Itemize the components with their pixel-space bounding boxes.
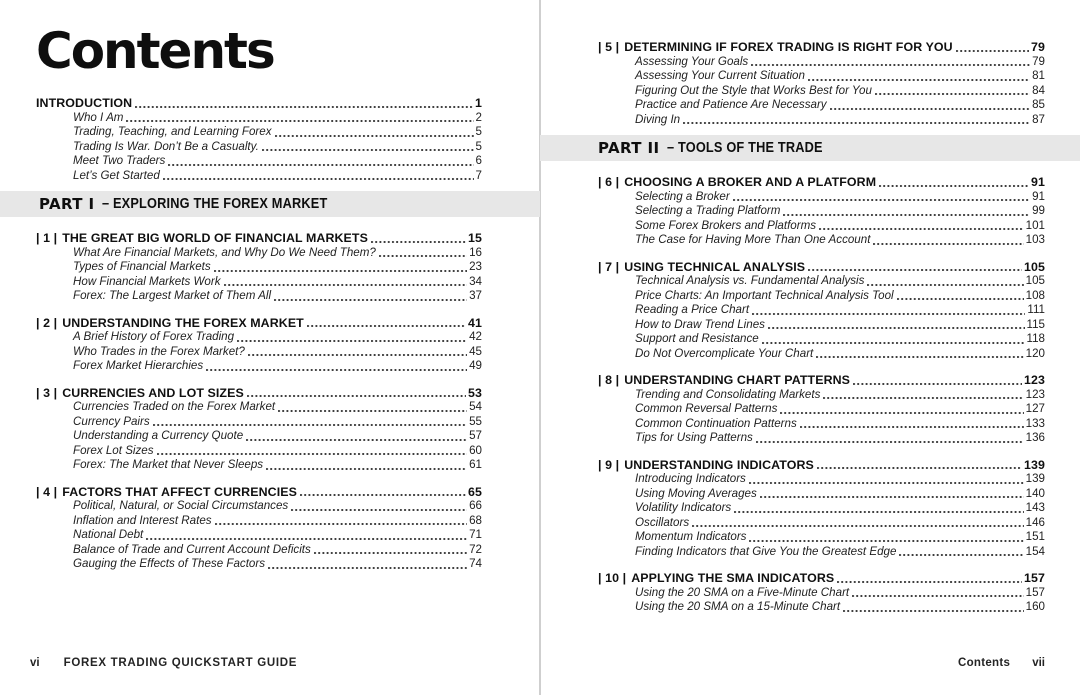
toc-chapter-block bbox=[36, 316, 482, 374]
left-folio-page-number: vi bbox=[30, 657, 40, 669]
sub-entry-title: Figuring Out the Style that Works Best for You bbox=[635, 83, 872, 97]
toc-sub-entry bbox=[36, 154, 482, 169]
dot-leader bbox=[307, 325, 466, 327]
left-running-title: FOREX TRADING QUICKSTART GUIDE bbox=[63, 657, 298, 669]
sub-entry-title: Forex Market Hierarchies bbox=[73, 359, 204, 372]
sub-entry-page-number: 127 bbox=[1025, 402, 1045, 415]
toc-chapter-block bbox=[36, 386, 482, 473]
sub-entry-title: Balance of Trade and Current Account Deficits bbox=[73, 542, 311, 556]
sub-entry-title: Let’s Get Started bbox=[73, 168, 160, 182]
chapter-title: USING TECHNICAL ANALYSIS bbox=[624, 259, 806, 274]
toc-chapter-block bbox=[36, 485, 482, 572]
chapter-page-number: 105 bbox=[1024, 259, 1045, 274]
sub-entry-page-number: 2 bbox=[475, 110, 482, 124]
sub-entry-page-number: 120 bbox=[1025, 346, 1045, 360]
sub-entry-page-number: 81 bbox=[1032, 69, 1045, 82]
toc-chapter-entry bbox=[598, 571, 1045, 586]
sub-entry-title: Selecting a Broker bbox=[635, 189, 730, 203]
dot-leader bbox=[956, 50, 1029, 52]
toc-chapter-block bbox=[36, 96, 482, 183]
chapter-page-number: 123 bbox=[1024, 373, 1045, 387]
toc-chapter-entry bbox=[36, 485, 482, 500]
sub-entry-title: Reading a Price Chart bbox=[635, 303, 750, 316]
sub-entry-title: Gauging the Effects of These Factors bbox=[73, 557, 266, 570]
sub-entry-title: Forex Lot Sizes bbox=[73, 443, 154, 457]
sub-entry-page-number: 99 bbox=[1032, 204, 1045, 217]
toc-sub-entry bbox=[598, 516, 1045, 531]
sub-entry-title: Momentum Indicators bbox=[635, 530, 747, 543]
toc-sub-entry bbox=[598, 84, 1045, 99]
toc-chapter-entry bbox=[36, 231, 482, 246]
sub-entry-page-number: 16 bbox=[469, 245, 482, 259]
dot-leader bbox=[800, 426, 1024, 428]
dot-leader bbox=[768, 327, 1025, 329]
dot-leader bbox=[760, 496, 1024, 498]
dot-leader bbox=[751, 64, 1030, 66]
dot-leader bbox=[899, 554, 1023, 556]
toc-sub-entry bbox=[36, 499, 482, 514]
sub-entry-page-number: 45 bbox=[469, 344, 482, 358]
toc-sub-entry bbox=[598, 530, 1045, 545]
sub-entry-title: Selecting a Trading Platform bbox=[635, 204, 781, 217]
sub-entry-title: Tips for Using Patterns bbox=[635, 431, 753, 444]
toc-sub-entry bbox=[598, 586, 1045, 601]
toc-sub-entry bbox=[598, 600, 1045, 615]
chapter-title: CURRENCIES AND LOT SIZES bbox=[62, 385, 244, 400]
dot-leader bbox=[248, 354, 467, 356]
chapter-subsections bbox=[36, 330, 482, 374]
sub-entry-page-number: 6 bbox=[475, 154, 482, 167]
toc-chapter-entry bbox=[598, 175, 1045, 190]
dot-leader bbox=[126, 120, 473, 122]
dot-leader bbox=[246, 439, 467, 441]
sub-entry-title: National Debt bbox=[73, 528, 144, 541]
dot-leader bbox=[157, 453, 468, 455]
toc-chapter-block bbox=[598, 571, 1045, 615]
dot-leader bbox=[291, 509, 467, 511]
dot-leader bbox=[867, 284, 1023, 286]
chapter-title: UNDERSTANDING THE FOREX MARKET bbox=[62, 315, 304, 330]
dot-leader bbox=[816, 356, 1023, 358]
toc-sub-entry bbox=[36, 275, 482, 290]
sub-entry-page-number: 133 bbox=[1025, 416, 1045, 430]
dot-leader bbox=[300, 494, 466, 496]
chapter-page-number: 65 bbox=[468, 484, 482, 499]
sub-entry-page-number: 111 bbox=[1027, 303, 1045, 316]
sub-entry-page-number: 103 bbox=[1025, 233, 1045, 246]
toc-sub-entry bbox=[36, 514, 482, 529]
chapter-number-label: | 4 | bbox=[36, 484, 58, 499]
toc-sub-entry bbox=[598, 318, 1045, 333]
sub-entry-title: Support and Resistance bbox=[635, 332, 759, 345]
dot-leader bbox=[808, 269, 1022, 271]
dot-leader bbox=[752, 313, 1025, 315]
sub-entry-page-number: 154 bbox=[1025, 544, 1045, 558]
toc-sub-entry bbox=[598, 332, 1045, 347]
dot-leader bbox=[852, 595, 1024, 597]
sub-entry-title: Introducing Indicators bbox=[635, 472, 746, 485]
toc-sub-entry bbox=[598, 472, 1045, 487]
dot-leader bbox=[168, 164, 473, 166]
dot-leader bbox=[830, 108, 1030, 110]
sub-entry-page-number: 123 bbox=[1025, 387, 1045, 401]
sub-entry-page-number: 118 bbox=[1026, 332, 1045, 345]
dot-leader bbox=[135, 106, 473, 108]
sub-entry-title: Who Trades in the Forex Market? bbox=[73, 344, 245, 358]
left-page-footer bbox=[30, 657, 297, 669]
sub-entry-title: Oscillators bbox=[635, 515, 690, 529]
toc-sub-entry bbox=[36, 125, 482, 140]
chapter-subsections bbox=[598, 274, 1045, 361]
toc-right-column bbox=[598, 40, 1045, 615]
chapter-page-number: 15 bbox=[468, 231, 482, 245]
dot-leader bbox=[278, 410, 467, 412]
dot-leader bbox=[837, 581, 1022, 583]
sub-entry-page-number: 139 bbox=[1025, 472, 1045, 485]
chapter-title: UNDERSTANDING INDICATORS bbox=[624, 457, 814, 472]
dot-leader bbox=[897, 298, 1024, 300]
sub-entry-page-number: 71 bbox=[469, 528, 482, 541]
sub-entry-title: Trading Is War. Don’t Be a Casualty. bbox=[73, 139, 259, 153]
sub-entry-page-number: 140 bbox=[1025, 486, 1045, 500]
sub-entry-title: Currencies Traded on the Forex Market bbox=[73, 400, 276, 413]
dot-leader bbox=[879, 185, 1029, 187]
toc-chapter-block bbox=[598, 373, 1045, 446]
chapter-title: INTRODUCTION bbox=[36, 96, 133, 110]
chapter-number-label: | 5 | bbox=[598, 40, 620, 54]
sub-entry-page-number: 115 bbox=[1026, 317, 1045, 331]
part-number-label: PART II bbox=[598, 139, 660, 157]
toc-sub-entry bbox=[598, 487, 1045, 502]
sub-entry-page-number: 136 bbox=[1025, 431, 1045, 444]
sub-entry-page-number: 85 bbox=[1032, 98, 1045, 111]
toc-sub-entry bbox=[36, 359, 482, 374]
toc-sub-entry bbox=[598, 289, 1045, 304]
sub-entry-title: Meet Two Traders bbox=[73, 154, 166, 167]
toc-sub-entry bbox=[36, 400, 482, 415]
sub-entry-page-number: 60 bbox=[469, 443, 482, 457]
sub-entry-title: Using the 20 SMA on a Five-Minute Chart bbox=[635, 585, 850, 599]
dot-leader bbox=[733, 199, 1030, 201]
sub-entry-page-number: 68 bbox=[469, 513, 482, 527]
toc-sub-entry bbox=[598, 501, 1045, 516]
page-gutter-divider bbox=[539, 0, 541, 695]
dot-leader bbox=[749, 540, 1023, 542]
sub-entry-page-number: 72 bbox=[469, 542, 482, 556]
chapter-subsections bbox=[36, 111, 482, 184]
toc-sub-entry bbox=[36, 543, 482, 558]
dot-leader bbox=[153, 424, 467, 426]
dot-leader bbox=[817, 467, 1022, 469]
sub-entry-title: Do Not Overcomplicate Your Chart bbox=[635, 346, 814, 360]
sub-entry-title: Currency Pairs bbox=[73, 414, 150, 428]
sub-entry-title: Types of Financial Markets bbox=[73, 260, 211, 273]
dot-leader bbox=[237, 340, 467, 342]
chapter-subsections bbox=[36, 246, 482, 304]
chapter-page-number: 139 bbox=[1024, 457, 1045, 472]
sub-entry-title: Assessing Your Current Situation bbox=[635, 69, 805, 82]
chapter-title: DETERMINING IF FOREX TRADING IS RIGHT FOR YOU bbox=[624, 40, 953, 54]
sub-entry-title: Price Charts: An Important Technical Analysis Tool bbox=[635, 288, 894, 302]
sub-entry-page-number: 101 bbox=[1025, 218, 1045, 232]
sub-entry-page-number: 160 bbox=[1025, 600, 1045, 613]
sub-entry-title: Common Continuation Patterns bbox=[635, 416, 797, 430]
toc-sub-entry bbox=[36, 111, 482, 126]
part-title: – TOOLS OF THE TRADE bbox=[666, 140, 823, 156]
sub-entry-page-number: 105 bbox=[1025, 274, 1045, 287]
dot-leader bbox=[215, 523, 468, 525]
sub-entry-title: Trading, Teaching, and Learning Forex bbox=[73, 125, 272, 138]
toc-sub-entry bbox=[598, 431, 1045, 446]
right-page bbox=[598, 40, 1045, 615]
sub-entry-page-number: 74 bbox=[469, 557, 482, 570]
toc-sub-entry bbox=[36, 246, 482, 261]
dot-leader bbox=[873, 243, 1023, 245]
sub-entry-title: Political, Natural, or Social Circumstances bbox=[73, 499, 289, 512]
part-banner bbox=[0, 191, 540, 217]
left-page bbox=[36, 24, 482, 572]
toc-sub-entry bbox=[598, 233, 1045, 248]
toc-sub-entry bbox=[36, 458, 482, 473]
dot-leader bbox=[224, 284, 468, 286]
dot-leader bbox=[875, 93, 1030, 95]
dot-leader bbox=[274, 299, 467, 301]
sub-entry-title: Understanding a Currency Quote bbox=[73, 429, 244, 442]
chapter-number-label: | 2 | bbox=[36, 315, 58, 330]
right-folio-page-number: vii bbox=[1032, 657, 1045, 669]
sub-entry-title: Technical Analysis vs. Fundamental Analysis bbox=[635, 274, 865, 287]
sub-entry-page-number: 151 bbox=[1025, 530, 1045, 543]
sub-entry-title: Assessing Your Goals bbox=[635, 54, 749, 68]
toc-chapter-entry bbox=[36, 386, 482, 401]
chapter-subsections bbox=[598, 472, 1045, 559]
sub-entry-title: Some Forex Brokers and Platforms bbox=[635, 218, 817, 232]
sub-entry-title: Who I Am bbox=[73, 110, 124, 124]
right-running-title: Contents bbox=[957, 657, 1011, 669]
right-page-footer bbox=[958, 657, 1045, 669]
chapter-number-label: | 6 | bbox=[598, 175, 620, 189]
sub-entry-page-number: 61 bbox=[469, 458, 482, 471]
sub-entry-page-number: 5 bbox=[475, 125, 482, 138]
dot-leader bbox=[268, 567, 467, 569]
sub-entry-page-number: 42 bbox=[469, 330, 482, 343]
toc-chapter-block bbox=[598, 40, 1045, 127]
sub-entry-title: What Are Financial Markets, and Why Do We Need Them? bbox=[73, 245, 376, 259]
chapter-title: THE GREAT BIG WORLD OF FINANCIAL MARKETS bbox=[62, 231, 368, 245]
sub-entry-page-number: 108 bbox=[1025, 288, 1045, 302]
part-number-label: PART I bbox=[39, 195, 95, 213]
toc-sub-entry bbox=[598, 402, 1045, 417]
toc-chapter-block bbox=[598, 458, 1045, 560]
dot-leader bbox=[146, 538, 467, 540]
toc-chapter-entry bbox=[36, 96, 482, 111]
toc-sub-entry bbox=[36, 140, 482, 155]
sub-entry-page-number: 34 bbox=[469, 274, 482, 288]
dot-leader bbox=[266, 468, 467, 470]
chapter-subsections bbox=[598, 190, 1045, 248]
toc-sub-entry bbox=[598, 98, 1045, 113]
toc-sub-entry bbox=[36, 557, 482, 572]
sub-entry-title: Common Reversal Patterns bbox=[635, 402, 778, 415]
dot-leader bbox=[853, 383, 1022, 385]
toc-sub-entry bbox=[598, 69, 1045, 84]
chapter-number-label: | 1 | bbox=[36, 231, 58, 245]
sub-entry-page-number: 37 bbox=[469, 289, 482, 302]
toc-chapter-entry bbox=[598, 260, 1045, 275]
sub-entry-page-number: 143 bbox=[1025, 501, 1045, 514]
chapter-number-label: | 8 | bbox=[598, 373, 620, 387]
toc-sub-entry bbox=[36, 345, 482, 360]
toc-sub-entry bbox=[598, 347, 1045, 362]
sub-entry-title: Forex: The Market that Never Sleeps bbox=[73, 458, 264, 471]
dot-leader bbox=[780, 412, 1023, 414]
toc-chapter-block bbox=[598, 175, 1045, 248]
sub-entry-title: Diving In bbox=[635, 112, 681, 126]
toc-sub-entry bbox=[598, 388, 1045, 403]
dot-leader bbox=[371, 241, 466, 243]
chapter-number-label: | 3 | bbox=[36, 385, 58, 400]
contents-title: Contents bbox=[36, 22, 274, 80]
toc-sub-entry bbox=[36, 415, 482, 430]
toc-sub-entry bbox=[598, 417, 1045, 432]
sub-entry-page-number: 23 bbox=[469, 260, 482, 273]
toc-sub-entry bbox=[36, 429, 482, 444]
chapter-subsections bbox=[598, 388, 1045, 446]
chapter-title: FACTORS THAT AFFECT CURRENCIES bbox=[62, 484, 297, 499]
chapter-title: UNDERSTANDING CHART PATTERNS bbox=[624, 373, 851, 387]
sub-entry-page-number: 66 bbox=[469, 499, 482, 512]
dot-leader bbox=[247, 395, 466, 397]
chapter-subsections bbox=[598, 586, 1045, 615]
chapter-number-label: | 10 | bbox=[598, 571, 627, 585]
chapter-subsections bbox=[36, 400, 482, 473]
sub-entry-title: Inflation and Interest Rates bbox=[73, 513, 212, 527]
toc-chapter-entry bbox=[598, 373, 1045, 388]
part-title: – EXPLORING THE FOREX MARKET bbox=[101, 196, 327, 212]
toc-chapter-entry bbox=[36, 316, 482, 331]
sub-entry-page-number: 157 bbox=[1025, 585, 1045, 599]
toc-sub-entry bbox=[598, 190, 1045, 205]
dot-leader bbox=[808, 79, 1030, 81]
toc-sub-entry bbox=[36, 330, 482, 345]
dot-leader bbox=[314, 552, 467, 554]
toc-sub-entry bbox=[598, 113, 1045, 128]
dot-leader bbox=[783, 214, 1030, 216]
chapter-page-number: 41 bbox=[468, 315, 482, 330]
sub-entry-page-number: 79 bbox=[1032, 54, 1045, 68]
toc-chapter-block bbox=[36, 231, 482, 304]
dot-leader bbox=[756, 441, 1024, 443]
chapter-page-number: 53 bbox=[468, 385, 482, 400]
toc-sub-entry bbox=[598, 55, 1045, 70]
sub-entry-page-number: 7 bbox=[475, 168, 482, 182]
toc-sub-entry bbox=[598, 204, 1045, 219]
sub-entry-title: Practice and Patience Are Necessary bbox=[635, 98, 827, 111]
dot-leader bbox=[206, 369, 467, 371]
sub-entry-page-number: 84 bbox=[1032, 83, 1045, 97]
chapter-subsections bbox=[36, 499, 482, 572]
toc-sub-entry bbox=[36, 169, 482, 184]
toc-sub-entry bbox=[598, 545, 1045, 560]
sub-entry-page-number: 57 bbox=[469, 429, 482, 442]
sub-entry-title: Volatility Indicators bbox=[635, 501, 732, 514]
part-banner bbox=[540, 135, 1080, 161]
chapter-title: APPLYING THE SMA INDICATORS bbox=[631, 571, 835, 585]
dot-leader bbox=[823, 397, 1023, 399]
sub-entry-title: A Brief History of Forex Trading bbox=[73, 330, 235, 343]
sub-entry-page-number: 87 bbox=[1032, 112, 1045, 126]
sub-entry-title: How to Draw Trend Lines bbox=[635, 317, 765, 331]
chapter-subsections bbox=[598, 55, 1045, 128]
sub-entry-page-number: 146 bbox=[1025, 515, 1045, 529]
dot-leader bbox=[762, 342, 1025, 344]
dot-leader bbox=[275, 135, 474, 137]
dot-leader bbox=[843, 610, 1024, 612]
dot-leader bbox=[379, 255, 467, 257]
dot-leader bbox=[692, 525, 1024, 527]
toc-chapter-entry bbox=[598, 40, 1045, 55]
chapter-page-number: 79 bbox=[1031, 40, 1045, 54]
chapter-number-label: | 7 | bbox=[598, 259, 620, 274]
sub-entry-title: The Case for Having More Than One Account bbox=[635, 233, 871, 246]
toc-sub-entry bbox=[598, 219, 1045, 234]
dot-leader bbox=[734, 511, 1023, 513]
sub-entry-page-number: 49 bbox=[469, 359, 482, 372]
sub-entry-page-number: 91 bbox=[1032, 189, 1045, 203]
chapter-number-label: | 9 | bbox=[598, 457, 620, 472]
sub-entry-title: How Financial Markets Work bbox=[73, 274, 221, 288]
toc-sub-entry bbox=[36, 289, 482, 304]
toc-sub-entry bbox=[598, 274, 1045, 289]
toc-sub-entry bbox=[36, 260, 482, 275]
dot-leader bbox=[683, 122, 1030, 124]
toc-chapter-entry bbox=[598, 458, 1045, 473]
toc-sub-entry bbox=[36, 444, 482, 459]
dot-leader bbox=[749, 482, 1024, 484]
sub-entry-page-number: 55 bbox=[469, 414, 482, 428]
dot-leader bbox=[262, 149, 474, 151]
sub-entry-title: Finding Indicators that Give You the Greatest Edge bbox=[635, 544, 897, 558]
dot-leader bbox=[163, 178, 474, 180]
toc-sub-entry bbox=[36, 528, 482, 543]
toc-sub-entry bbox=[598, 303, 1045, 318]
chapter-page-number: 91 bbox=[1031, 175, 1045, 189]
dot-leader bbox=[214, 270, 467, 272]
dot-leader bbox=[819, 228, 1024, 230]
toc-left-column bbox=[36, 96, 482, 572]
sub-entry-title: Forex: The Largest Market of Them All bbox=[73, 289, 272, 302]
sub-entry-title: Trending and Consolidating Markets bbox=[635, 387, 821, 401]
sub-entry-title: Using Moving Averages bbox=[635, 486, 757, 500]
sub-entry-title: Using the 20 SMA on a 15-Minute Chart bbox=[635, 600, 841, 613]
chapter-title: CHOOSING A BROKER AND A PLATFORM bbox=[624, 175, 877, 189]
chapter-page-number: 157 bbox=[1024, 571, 1045, 585]
toc-chapter-block bbox=[598, 260, 1045, 362]
sub-entry-page-number: 54 bbox=[469, 400, 482, 413]
sub-entry-page-number: 5 bbox=[475, 139, 482, 153]
chapter-page-number: 1 bbox=[475, 96, 482, 110]
